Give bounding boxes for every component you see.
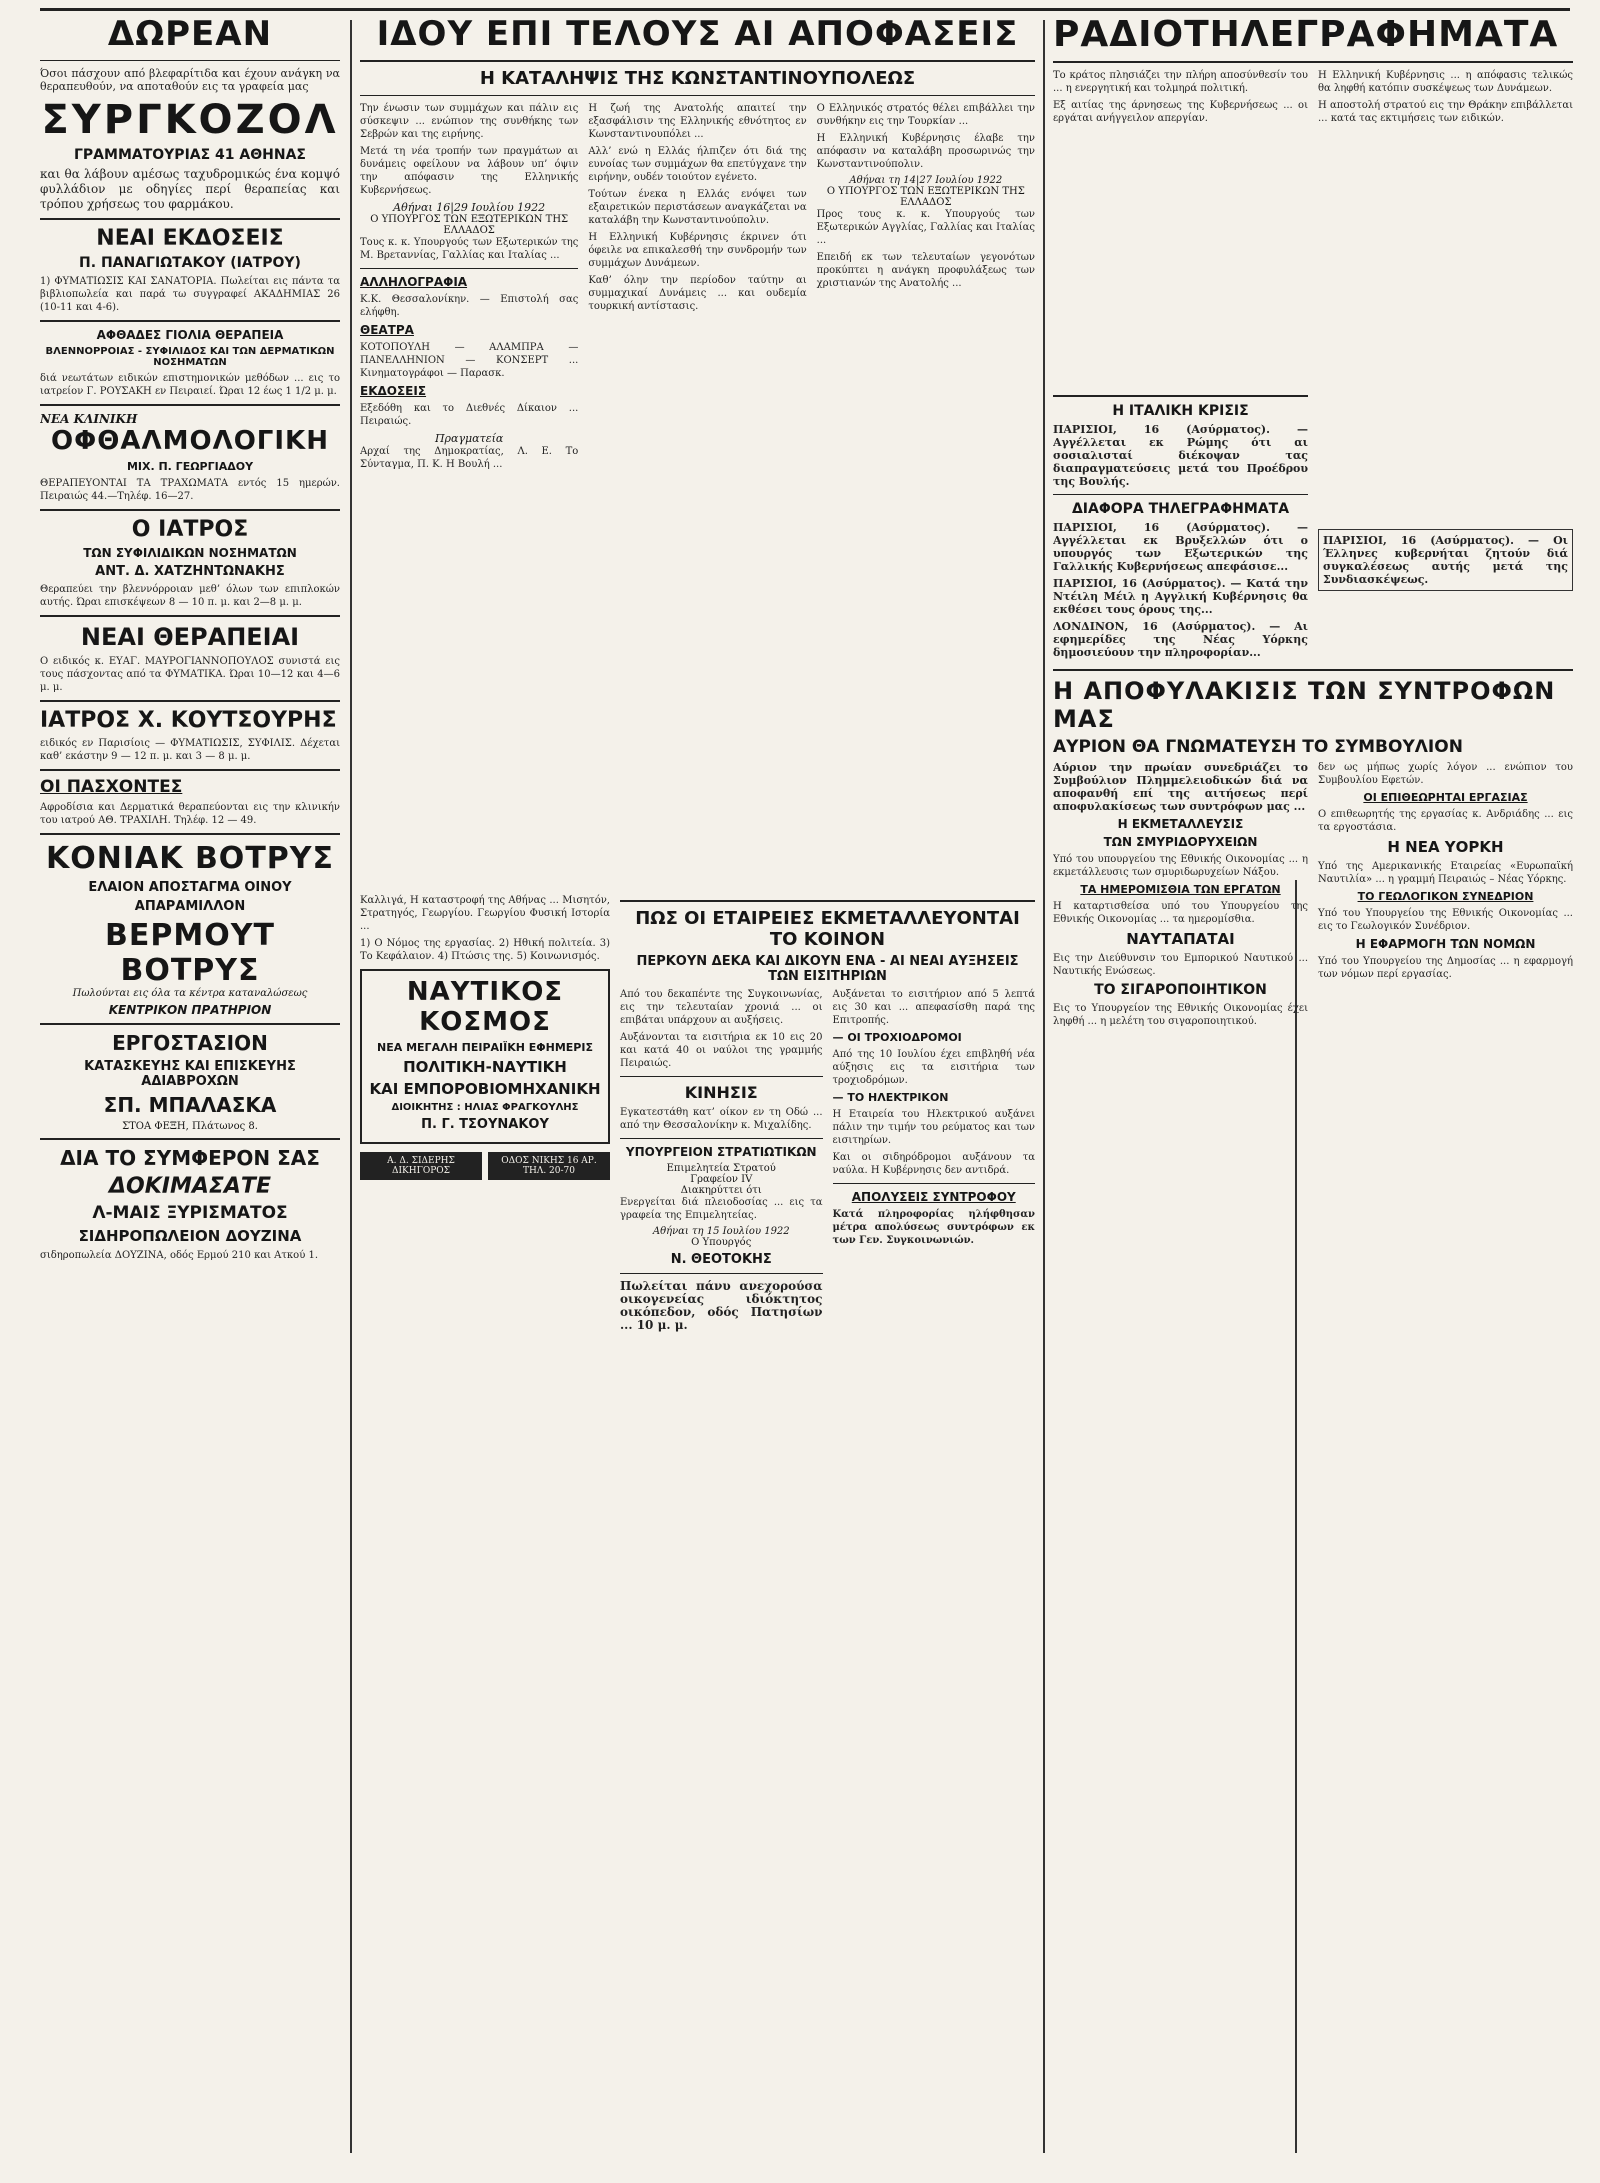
publisher-name: Π. ΠΑΝΑΓΙΩΤΑΚΟΥ (ΙΑΤΡΟΥ) [79,255,301,271]
cognac-depot: ΚΕΝΤΡΙΚΟΝ ΠΡΑΤΗΡΙΟΝ [108,1003,272,1017]
article-paragraph: Ο επιθεωρητής της εργασίας κ. Ανδριάδης ... εις τα εργοστάσια. [1318,809,1573,833]
free-ad-intro: Όσοι πάσχουν από βλεφαρίτιδα και έχουν ανάγκη να θεραπευθούν, να αποταθούν εις τα γραφεία μας [40,67,340,93]
nautical-ad [360,969,610,1144]
lower-center-right [620,894,1035,1336]
cognac-sub2: ΑΠΑΡΑΜΙΛΛΟΝ [134,899,246,914]
doctor-name: ΑΝΤ. Δ. ΧΑΤΖΗΝΤΩΝΑΚΗΣ [95,564,285,579]
article-paragraph: Η αποστολή στρατού εις την Θράκην επιβάλλεται ... κατά τας εκτιμήσεις των ειδικών. [1318,100,1573,124]
article-paragraph: Εγκατεστάθη κατ’ οίκον εν τη Οδώ ... από την Θεσσαλονίκην κ. Μιχαλίδης. [620,1107,823,1131]
article-paragraph: Από της 10 Ιουλίου έχει επιβληθή νέα αύξησις εις τα εισιτήρια των τροχιοδρόμων. [832,1049,1035,1086]
article-paragraph: Η Εταιρεία του Ηλεκτρικού αυξάνει πάλιν την τιμήν του ρεύματος και των εισιτηρίων. [832,1109,1035,1146]
electric-heading: — ΤΟ ΗΛΕΚΤΡΙΚΟΝ [832,1091,949,1104]
laws-heading: Η ΕΦΑΡΜΟΓΗ ΤΩΝ ΝΟΜΩΝ [1355,937,1536,951]
article-column-2 [588,102,806,922]
stamp-row [360,1152,610,1180]
razor-heading: Λ-ΜΑΙΣ ΞΥΡΙΣΜΑΤΟΣ [92,1203,288,1223]
article-paragraph: 1) Ο Νόμος της εργασίας. 2) Ηθική πολιτεία. 3) Το Κεφάλαιον. 4) Πτώσις της. 5) Κοινωνισμός. [360,938,610,962]
article-paragraph: Αυξάνεται το εισιτήριον από 5 λεπτά εις 30 και ... απεφασίσθη παρά της Επιτροπής. [832,989,1035,1026]
right-column [1053,14,1573,2163]
article-paragraph: Αυξάνονται τα εισιτήρια εκ 10 εις 20 και κατά 40 οι ναύλοι της γραμμής Πειραιώς. [620,1032,823,1069]
article-paragraph: Εξ αιτίας της άρνησεως της Κυβερνήσεως ... οι εργάται ανήγγειλον απεργίαν. [1053,100,1308,124]
article-paragraph: Η Ελληνική Κυβέρνησις έκρινεν ότι όφειλε να επικαλεσθή την συνδρομήν των συμμάχων Δυνάμεων. [588,232,807,269]
nautical-sub2: ΠΟΛΙΤΙΚΗ-ΝΑΥΤΙΚΗ [403,1058,567,1076]
editions-heading: ΕΚΔΟΣΕΙΣ [360,384,427,398]
try-heading: ΔΟΚΙΜΑΣΑΤΕ [109,1174,271,1199]
lower-center-left [360,894,610,1336]
telegram-columns [1053,69,1573,389]
doctor2-heading: ΙΑΤΡΟΣ Χ. ΚΟΥΤΣΟΥΡΗΣ [40,708,337,733]
article-paragraph: δεν ως μήπως χωρίς λόγον ... ενώπιον του Συμβουλίου Εφετών. [1318,762,1573,786]
trams-heading: — ΟΙ ΤΡΟΧΙΟΔΡΟΜΟΙ [832,1031,962,1044]
army-signature: Ο Υπουργός [691,1237,752,1248]
clinic-text: ΘΕΡΑΠΕΥΟΝΤΑΙ ΤΑ ΤΡΑΧΩΜΑΤΑ εντός 15 ημερών. Πειραιώς 44.—Τηλέφ. 16—27. [40,478,340,502]
cognac-heading: ΚΟΝΙΑΚ ΒΟΤΡΥΣ [46,841,334,876]
article-paragraph: Τούτων ένεκα η Ελλάς ενόψει των εξαιρετικών περιστάσεων αναγκάζεται να καταλάβη την Κωνσταντινούπολιν. [588,189,807,226]
doctor-heading: Ο ΙΑΤΡΟΣ [131,517,249,542]
lower-center [360,894,1035,1336]
theaters-heading: ΘΕΑΤΡΑ [360,323,414,337]
doctor-sub: ΤΩΝ ΣΥΦΙΛΙΔΙΚΩΝ ΝΟΣΗΜΑΤΩΝ [83,546,297,560]
sale-notice: Πωλείται πάνυ ανεχορούσα οικογενείας ιδιόκτητος οικόπεδον, οδός Πατησίων ... 10 μ. μ. [620,1279,823,1332]
workshop-heading: ΕΡΓΟΣΤΑΣΙΟΝ [112,1031,268,1055]
date-line: Αθήναι 16|29 Ιουλίου 1922 [393,201,546,214]
various-heading: ΔΙΑΦΟΡΑ ΤΗΛΕΓΡΑΦΗΜΑΤΑ [1071,501,1290,517]
paris-telegram-4: ΠΑΡΙΣΙΟΙ, 16 (Ασύρματος). — Κατά την Ντέιλη Μέιλ η Αγγλική Κυβέρνησις θα εκθέσει τους όρους της... [1053,577,1308,616]
free-ad-title: ΔΩΡΕΑΝ [107,14,273,54]
article-column-3 [817,102,1035,922]
army-sub2: Γραφείον IV [690,1174,753,1185]
workers-heading: ΤΑ ΗΜΕΡΟΜΙΣΘΙΑ ΤΩΝ ΕΡΓΑΤΩΝ [1080,883,1281,896]
army-signature-name: Ν. ΘΕΟΤΟΚΗΣ [670,1252,772,1267]
article-paragraph: Κ.Κ. Θεσσαλονίκην. — Επιστολή σας ελήφθη. [360,294,579,318]
article-paragraph: Κατά πληροφορίας ηλήφθησαν μέτρα απολύσεως συντρόφων εκ των Γεν. Συγκοινωνιών. [832,1209,1035,1246]
doctor2-text: ειδικός εν Παρισίοις — ΦΥΜΑΤΙΩΣΙΣ, ΣΥΦΙΛΙΣ. Δέχεται καθ’ εκάστην 9 — 12 π. μ. και 3 — 8 μ. μ. [40,738,340,762]
mines-heading: Η ΕΚΜΕΤΑΛΛΕΥΣΙΣ [1117,817,1244,831]
product-address: ΓΡΑΜΜΑΤΟΥΡΙΑΣ 41 ΑΘΗΝΑΣ [74,147,306,163]
clinic-doctor: ΜΙΧ. Π. ΓΕΩΡΓΙΑΔΟΥ [126,460,254,473]
army-sub: Επιμελητεία Στρατού [666,1163,776,1174]
paris-telegram-3: ΠΑΡΙΣΙΟΙ, 16 (Ασύρματος). — Αγγέλλεται εκ Βρυξελλών ότι ο υπουργός των Εξωτερικών της Γαλλικής Κυβερνήσεως απεφάσισε... [1053,521,1308,573]
paris-telegram-2: ΠΑΡΙΣΙΟΙ, 16 (Ασύρματος). — Οι Έλληνες κυβερνήται ζητούν διά συγκαλέσεως αυτής μετά της Συνδιασκέψεως. [1318,529,1573,591]
issues-heading: Πραγματεία [434,432,504,445]
correspondence-heading: ΑΛΛΗΛΟΓΡΑΦΙΑ [360,275,468,289]
article-columns [360,102,1035,922]
sufferers-heading: ΟΙ ΠΑΣΧΟΝΤΕΣ [40,777,183,797]
prison-heading: Η ΑΠΟΦΥΛΑΚΙΣΙΣ ΤΩΝ ΣΥΝΤΡΟΦΩΝ ΜΑΣ [1053,677,1556,733]
london-telegram: ΛΟΝΔΙΝΟΝ, 16 (Ασύρματος). — Αι εφημερίδες της Νέας Υόρκης δημοσιεύουν την πληροφορίαν... [1053,620,1308,659]
mines-sub: ΤΩΝ ΣΜΥΡΙΔΟΡΥΧΕΙΩΝ [1103,835,1258,849]
article-paragraph: Εξεδόθη και το Διεθνές Δίκαιον ... Πειραιώς. [360,403,579,427]
workshop-address: ΣΤΟΑ ΦΕΞΗ, Πλάτωνος 8. [122,1121,258,1132]
minister-line-2: Ο ΥΠΟΥΡΓΟΣ ΤΩΝ ΕΞΩΤΕΡΙΚΩΝ ΤΗΣ ΕΛΛΑΔΟΣ [826,186,1025,208]
companies-heading: ΠΩΣ ΟΙ ΕΤΑΙΡΕΙΕΣ ΕΚΜΕΤΑΛΛΕΥΟΝΤΑΙ ΤΟ ΚΟΙΝΟΝ [635,908,1020,950]
doctor-text: Θεραπεύει την βλεννόρροιαν μεθ’ όλων των επιπλοκών αυτής. Ώραι επισκέψεων 8 — 10 π. μ. και 2—8 μ. μ. [40,584,340,608]
top-rule [40,8,1570,11]
geology-heading: ΤΟ ΓΕΩΛΟΓΙΚΟΝ ΣΥΝΕΔΡΙΟΝ [1357,890,1534,903]
cognac-sale: Πωλούνται εις όλα τα κέντρα καταναλώσεως [72,988,308,999]
seamen-heading: ΝΑΥΤΑΠΑΤΑΙ [1126,930,1235,948]
publisher-text: 1) ΦΥΜΑΤΙΩΣΙΣ ΚΑΙ ΣΑΝΑΤΟΡΙΑ. Πωλείται εις πάντα τα βιβλιοπωλεία και παρά τω συγγραφεί ΑΚΑΔΗΜΙΑΣ 26 (10-11 και 4-6). [40,276,340,313]
date-line-2: Αθήναι τη 14|27 Ιουλίου 1922 [849,175,1003,186]
minister-line: Ο ΥΠΟΥΡΓΟΣ ΤΩΝ ΕΞΩΤΕΡΙΚΩΝ ΤΗΣ ΕΛΛΑΔΟΣ [370,214,569,236]
nautical-publisher: Π. Γ. ΤΣΟΥΝΑΚΟΥ [421,1117,549,1132]
article-column-1 [360,102,578,922]
article-paragraph: Την ένωσιν των συμμάχων και πάλιν εις σύσκεψιν ... ενώπιον της συνθήκης των Σεβρών και της ειρήνης. [360,103,579,140]
article-paragraph: Μετά τη νέα τροπήν των πραγμάτων αι δυνάμεις οφείλουν να λάβουν υπ’ όψιν την απόφασιν της Ελληνικής Κυβερνήσεως. [360,146,579,196]
inspectors-heading: ΟΙ ΕΠΙΘΕΩΡΗΤΑΙ ΕΡΓΑΣΙΑΣ [1363,791,1528,804]
clinic-label: ΝΕΑ ΚΛΙΝΙΚΗ [40,412,138,426]
product-text: και θα λάβουν αμέσως ταχυδρομικώς ένα κομψό φυλλάδιον με οδηγίες περί θεραπείας και τρόπου χρήσεως του φαρμάκου. [40,167,340,211]
article-paragraph: Προς τους κ. κ. Υπουργούς των Εξωτερικών Αγγλίας, Γαλλίας και Ιταλίας ... [816,209,1035,246]
article-paragraph: Καθ’ όλην την περίοδον ταύτην αι συμμαχικαί Δυνάμεις ... και ουδεμία τουρκική αντίστασις. [588,275,807,312]
razor-text: σιδηροπωλεία ΔΟΥΖΙΝΑ, οδός Ερμού 210 και Ατκού 1. [40,1250,318,1261]
new-editions-heading: ΝΕΑΙ ΕΚΔΟΣΕΙΣ [96,226,284,251]
main-headline: Η ΚΑΤΑΛΗΨΙΣ ΤΗΣ ΚΩΝΣΤΑΝΤΙΝΟΥΠΟΛΕΩΣ [479,68,916,89]
article-paragraph: Η Ελληνική Κυβέρνησις ... η απόφασις τελικώς θα ληφθή κατόπιν συσκέψεως των Δυνάμεων. [1318,70,1573,94]
army-date: Αθήναι τη 15 Ιουλίου 1922 [652,1226,790,1237]
product-name: ΣΥΡΓΚΟΖΟΛ [41,97,339,143]
article-paragraph: Υπό του υπουργείου της Εθνικής Οικονομίας ... η εκμετάλλευσις των σμυριδωρυχείων Νάξου. [1053,854,1308,878]
article-paragraph: Καλλιγά, Η καταστροφή της Αθήνας ... Μισητόν, Στρατηγός, Γεωργίου. Γεωργίου Φυσική Ιστορία ... [360,895,610,932]
army-sub3: Διακηρύττει ότι [680,1185,762,1196]
article-paragraph: Τους κ. κ. Υπουργούς των Εξωτερικών της Μ. Βρεταννίας, Γαλλίας και Ιταλίας ... [360,237,579,261]
nautical-sub3: ΚΑΙ ΕΜΠΟΡΟΒΙΟΜΗΧΑΝΙΚΗ [369,1080,601,1098]
article-paragraph: Αλλ’ ενώ η Ελλάς ήλπιζεν ότι διά της ευνοίας των συμμάχων θα επετύγχανε την ειρήνην, ουδέν τοιούτον εγένετο. [588,146,807,183]
army-heading: ΥΠΟΥΡΓΕΙΟΝ ΣΤΡΑΤΙΩΤΙΚΩΝ [625,1145,817,1159]
razor-store: ΣΙΔΗΡΟΠΩΛΕΙΟΝ ΔΟΥΖΙΝΑ [78,1227,302,1245]
article-paragraph: Υπό της Αμερικανικής Εταιρείας «Ευρωπαϊκή Ναυτιλία» ... η γραμμή Πειραιώς – Νέας Υόρκης. [1318,861,1573,885]
article-paragraph: Αύριον την πρωίαν συνεδριάζει το Συμβούλιον Πλημμελειοδικών διά να αποφανθή επί της αιτήσεως περί αποφυλακίσεως των συντρόφων μας ... [1053,761,1308,813]
prison-sub: ΑΥΡΙΟΝ ΘΑ ΓΝΩΜΑΤΕΥΣΗ ΤΟ ΣΥΜΒΟΥΛΙΟΝ [1053,737,1463,757]
nautical-director: ΔΙΟΙΚΗΤΗΣ : ΗΛΙΑΣ ΦΡΑΓΚΟΥΛΗΣ [391,1102,579,1113]
movements-heading: ΚΙΝΗΣΙΣ [684,1083,758,1102]
article-paragraph: Το κράτος πλησιάζει την πλήρη αποσύνθεσίν του ... η ενεργητική και τολμηρά πολιτική. [1053,70,1308,94]
stamp-left: Α. Δ. ΣΙΔΕΡΗΣ ΔΙΚΗΓΟΡΟΣ [360,1152,482,1180]
therapy-ad-title: ΑΦΘΑΔΕΣ ΓΙΟΛΙΑ ΘΕΡΑΠΕΙΑ [96,328,284,342]
left-ad-column [40,14,340,2163]
article-paragraph: Η ζωή της Ανατολής απαιτεί την εξασφάλισιν της Ελληνικής εθνότητος εν Κωνσταντινουπόλει ... [588,103,807,140]
telegram-lower [1053,389,1573,663]
column-rule [350,20,352,2153]
workshop-name: ΣΠ. ΜΠΑΛΑΣΚΑ [103,1093,277,1117]
dismissal-heading: ΑΠΟΛΥΣΕΙΣ ΣΥΝΤΡΟΦΟΥ [851,1190,1016,1204]
vermouth-heading: ΒΕΡΜΟΥΤ ΒΟΤΡΥΣ [105,918,275,988]
paris-telegram-1: ΠΑΡΙΣΙΟΙ, 16 (Ασύρματος). — Αγγέλλεται εκ Ρώμης ότι αι σοσιαλισταί διέκοψαν τας διαπραγματεύσεις μετά του Προέδρου της Βουλής. [1053,423,1308,488]
article-paragraph: Ο Ελληνικός στρατός θέλει επιβάλλει την συνθήκην εις την Τουρκίαν ... [816,103,1035,127]
article-paragraph: Από του δεκαπέντε της Συγκοινωνίας, εις την τελευταίαν χρονιά ... οι επιβάται υπάρχουν αι αυξήσεις. [620,989,823,1026]
nautical-title: ΝΑΥΤΙΚΟΣ ΚΟΣΜΟΣ [406,977,564,1037]
article-paragraph: Ενεργείται διά πλειοδοσίας ... εις τα γραφεία της Επιμελητείας. [620,1197,823,1221]
stamp-right: ΟΔΟΣ ΝΙΚΗΣ 16 ΑΡ. ΤΗΛ. 20-70 [488,1152,610,1180]
therapy-ad-sub: ΒΛΕΝΝΟΡΡΟΙΑΣ - ΣΥΦΙΛΙΔΟΣ ΚΑΙ ΤΩΝ ΔΕΡΜΑΤΙΚΩΝ ΝΟΣΗΜΑΤΩΝ [45,346,335,368]
article-paragraph: Εις το Υπουργείον της Εθνικής Οικονομίας έχει ληφθή ... η μελέτη του σιγαροποιητικού. [1053,1003,1308,1027]
article-paragraph: Εις την Διεύθυνσιν του Εμπορικού Ναυτικού ... Ναυτικής Ενώσεως. [1053,953,1308,977]
article-paragraph: Υπό του Υπουργείου της Δημοσίας ... η εφαρμογή των νόμων περί εργασίας. [1318,956,1573,980]
column-rule [1043,20,1045,2153]
article-paragraph: Η καταρτισθείσα υπό του Υπουργείου της Εθνικής Οικονομίας ... τα ημερομίσθια. [1053,901,1308,925]
banner-headline: ΙΔΟΥ ΕΠΙ ΤΕΛΟΥΣ ΑΙ ΑΠΟΦΑΣΕΙΣ [376,14,1019,54]
cognac-sub: ΕΛΑΙΟΝ ΑΠΟΣΤΑΓΜΑ ΟΙΝΟΥ [88,880,292,895]
clinic-title: ΟΦΘΑΛΜΟΛΟΓΙΚΗ [51,426,329,456]
interest-heading: ΔΙΑ ΤΟ ΣΥΜΦΕΡΟΝ ΣΑΣ [60,1146,320,1170]
therapies-heading: ΝΕΑΙ ΘΕΡΑΠΕΙΑΙ [80,623,300,651]
workshop-sub: ΚΑΤΑΣΚΕΥΗΣ ΚΑΙ ΕΠΙΣΚΕΥΗΣ ΑΔΙΑΒΡΟΧΩΝ [84,1059,296,1089]
article-paragraph: Υπό του Υπουργείου της Εθνικής Οικονομίας ... εις το Γεωλογικόν Συνέδριον. [1318,908,1573,932]
radiotelegrams-title: ΡΑΔΙΟΤΗΛΕΓΡΑΦΗΜΑΤΑ [1053,14,1559,55]
ny-heading: Η ΝΕΑ ΥΟΡΚΗ [1387,838,1504,856]
tobacco-heading: ΤΟ ΣΙΓΑΡΟΠΟΙΗΤΙΚΟΝ [1094,982,1267,998]
article-paragraph: Η Ελληνική Κυβέρνησις έλαβε την απόφασιν να καταλάβη προσωρινώς την Κωνσταντινούπολιν. [816,133,1035,170]
nautical-sub: ΝΕΑ ΜΕΓΑΛΗ ΠΕΙΡΑΙΪΚΗ ΕΦΗΜΕΡΙΣ [377,1041,593,1054]
article-paragraph: Αρχαί της Δημοκρατίας, Λ. Ε. Το Σύνταγμα, Π. Κ. Η Βουλή ... [360,446,579,470]
therapy-ad-text: διά νεωτάτων ειδικών επιστημονικών μεθόδων ... εις το ιατρείον Γ. ΡΟΥΣΑΚΗ εν Πειραιεί. Ώραι 12 έως 1 1/2 μ. μ. [40,373,340,397]
companies-sub: ΠΕΡΚΟΥΝ ΔΕΚΑ ΚΑΙ ΔΙΚΟΥΝ ΕΝΑ - ΑΙ ΝΕΑΙ ΑΥΞΗΣΕΙΣ ΤΩΝ ΕΙΣΙΤΗΡΙΩΝ [636,954,1019,984]
therapies-text: Ο ειδικός κ. ΕΥΑΓ. ΜΑΥΡΟΓΙΑΝΝΟΠΟΥΛΟΣ συνιστά εις τους πάσχοντας από τα ΦΥΜΑΤΙΚΑ. Ώραι 10—12 και 4—6 μ. μ. [40,656,340,693]
article-paragraph: ΚΟΤΟΠΟΥΛΗ — ΑΛΑΜΠΡΑ — ΠΑΝΕΛΛΗΝΙΟΝ — ΚΟΝΣΕΡΤ ... Κινηματογράφοι — Παρασκ. [360,342,579,379]
article-paragraph: Και οι σιδηρόδρομοι αυξάνουν τα ναύλα. Η Κυβέρνησις δεν αντιδρά. [832,1152,1035,1176]
prison-columns [1053,761,1573,1032]
italy-heading: Η ΙΤΑΛΙΚΗ ΚΡΙΣΙΣ [1112,403,1249,419]
center-column [360,14,1035,2163]
article-paragraph: Επειδή εκ των τελευταίων γεγονότων προκύπτει η ανάγκη προφυλάξεως των χριστιανών της Ανατολής ... [816,252,1035,289]
sufferers-text: Αφροδίσια και Δερματικά θεραπεύονται εις την κλινικήν του ιατρού ΑΘ. ΤΡΑΧΙΛΗ. Τηλέφ. 12 — 49. [40,802,340,826]
